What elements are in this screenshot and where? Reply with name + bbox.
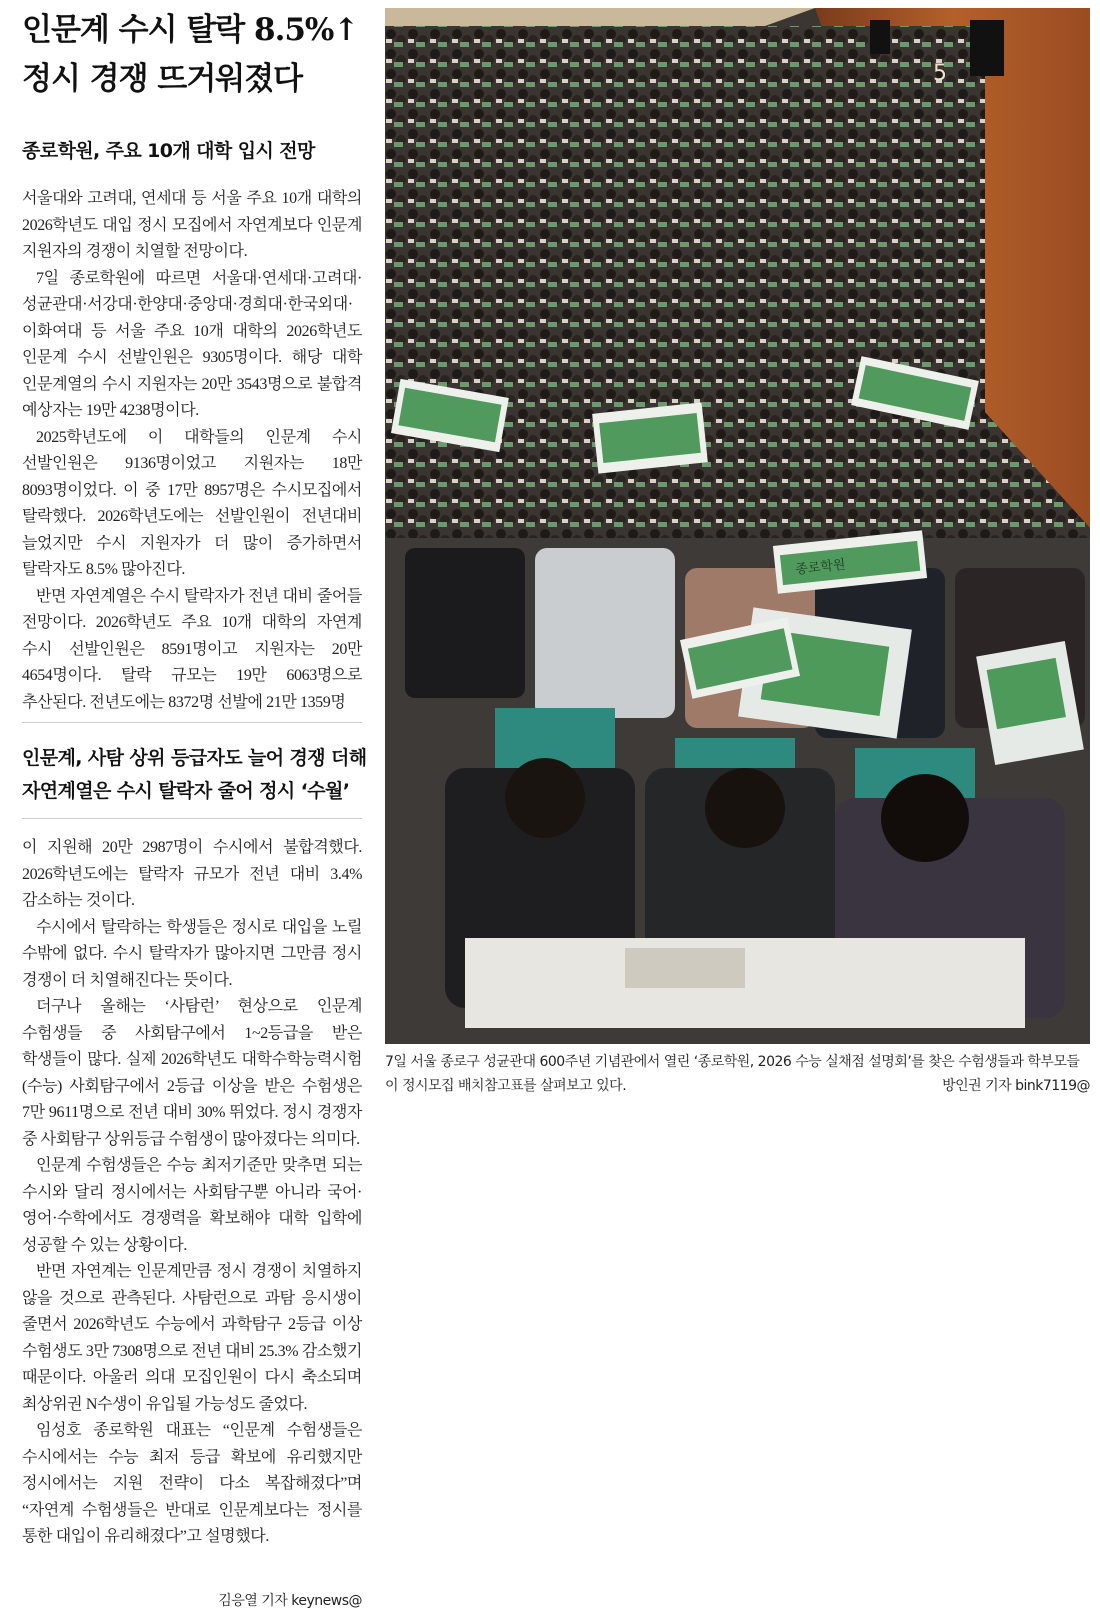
paragraph: 이 지원해 20만 2987명이 수시에서 불합격했다. 2026학년도에는 탈락자 규모가 전년 대비 3.4% 감소하는 것이다.: [22, 839, 362, 909]
paragraph: 수시에서 탈락하는 학생들은 정시로 대입을 노릴 수밖에 없다. 수시 탈락자가 많아지면 그만큼 정시 경쟁이 더 치열해진다는 뜻이다.: [22, 918, 362, 989]
subheadline-2-line-2: 자연계열은 수시 탈락자 줄어 정시 ‘수월’: [22, 780, 350, 802]
crowd: [385, 26, 985, 546]
article-body-bottom: [22, 835, 362, 1551]
news-photo: [385, 8, 1090, 1044]
headline-line-2: 정시 경쟁 뜨거워졌다: [22, 61, 303, 97]
divider: [22, 722, 362, 723]
paragraph: 서울대와 고려대, 연세대 등 서울 주요 10개 대학의 2026학년도 대입 정시 모집에서 자연계보다 인문계 지원자의 경쟁이 치열할 전망이다.: [22, 190, 362, 260]
headline: [22, 6, 372, 104]
hall-sign: 5: [933, 61, 947, 86]
subheadline-2-line-1: 인문계, 사탐 상위 등급자도 늘어 경쟁 더해: [22, 747, 367, 769]
article-body-top: [22, 186, 362, 716]
subheadline-1: 종로학원, 주요 10개 대학 입시 전망: [22, 140, 315, 162]
paragraph: 인문계 수험생들은 수능 최저기준만 맞추면 되는 수시와 달리 정시에서는 사회탐구뿐 아니라 국어·영어·수학에서도 경쟁력을 확보해야 대학 입학에 성공할 수 있는 상황이다.: [22, 1157, 362, 1254]
photo-caption: [385, 1050, 1090, 1098]
paragraph: 2025학년도에 이 대학들의 인문계 수시 선발인원은 9136명이었고 지원자는 18만 8093명이었다. 이 중 17만 8957명은 수시모집에서 탈락했다. 2026학년도에는 선발인원이 전년대비 늘었지만 수시 지원자가 더 많이 증가하면서 탈락자도 8.5% 많아진다.: [22, 428, 362, 578]
subheadline-2: [22, 742, 367, 808]
paragraph: 반면 자연계열은 수시 탈락자가 전년 대비 줄어들 전망이다. 2026학년도 주요 10개 대학의 자연계 수시 선발인원은 8591명이고 지원자는 20만 4654명이다. 탈락 규모는 19만 6063명으로 추산된다. 전년도에는 8372명 선발에 21만 1359명: [22, 587, 362, 711]
auditorium-photo: [385, 8, 1090, 1044]
booklet-label: 종로학원: [794, 557, 847, 578]
divider: [22, 818, 362, 819]
speaker-left: [870, 20, 890, 54]
paragraph: 반면 자연계는 인문계만큼 정시 경쟁이 치열하지 않을 것으로 관측된다. 사탐런으로 과탐 응시생이 줄면서 2026학년도 수능에서 과학탐구 2등급 이상 수험생도 3만 7308명으로 전년 대비 25.3% 감소했기 때문이다. 아울러 의대 모집인원이 다시 축소되며 최상위권 N수생이 유입될 가능성도 줄었다.: [22, 1263, 362, 1413]
speaker-right: [970, 20, 1004, 76]
paragraph: 더구나 올해는 ‘사탐런’ 현상으로 인문계 수험생들 중 사회탐구에서 1~2등급을 받은 학생들이 많다. 실제 2026학년도 대학수학능력시험(수능) 사회탐구에서 2등급 이상을 받은 수험생은 7만 9611명으로 전년 대비 30% 뛰었다. 정시 경쟁자 중 사회탐구 상위등급 수험생이 많아졌다는 의미다.: [22, 998, 362, 1148]
paragraph: 7일 종로학원에 따르면 서울대·연세대·고려대·성균관대·서강대·한양대·중앙대·경희대·한국외대·이화여대 등 서울 주요 10개 대학의 2026학년도 인문계 수시 선발인원은 9305명이다. 해당 대학 인문계열의 수시 지원자는 20만 3543명으로 불합격 예상자는 19만 4238명이다.: [22, 269, 362, 419]
byline: 김응열 기자 keynews@: [218, 1593, 362, 1609]
paragraph: 임성호 종로학원 대표는 “인문계 수험생들은 수시에서는 수능 최저 등급 확보에 유리했지만 정시에서는 지원 전략이 다소 복잡해졌다”며 “자연계 수험생들은 반대로 인문계보다는 정시를 통한 대입이 유리해졌다”고 설명했다.: [22, 1422, 362, 1545]
caption-text: 7일 서울 종로구 성균관대 600주년 기념관에서 열린 ‘종로학원, 2026 수능 실채점 설명회’를 찾은 수험생들과 학부모들이 정시모집 배치참고표를 살펴보고 있다.: [385, 1054, 1080, 1094]
photo-credit: 방인권 기자 bink7119@: [942, 1078, 1090, 1094]
headline-line-1: 인문계 수시 탈락 8.5%↑: [22, 12, 359, 48]
front-rows: [385, 538, 1090, 1044]
